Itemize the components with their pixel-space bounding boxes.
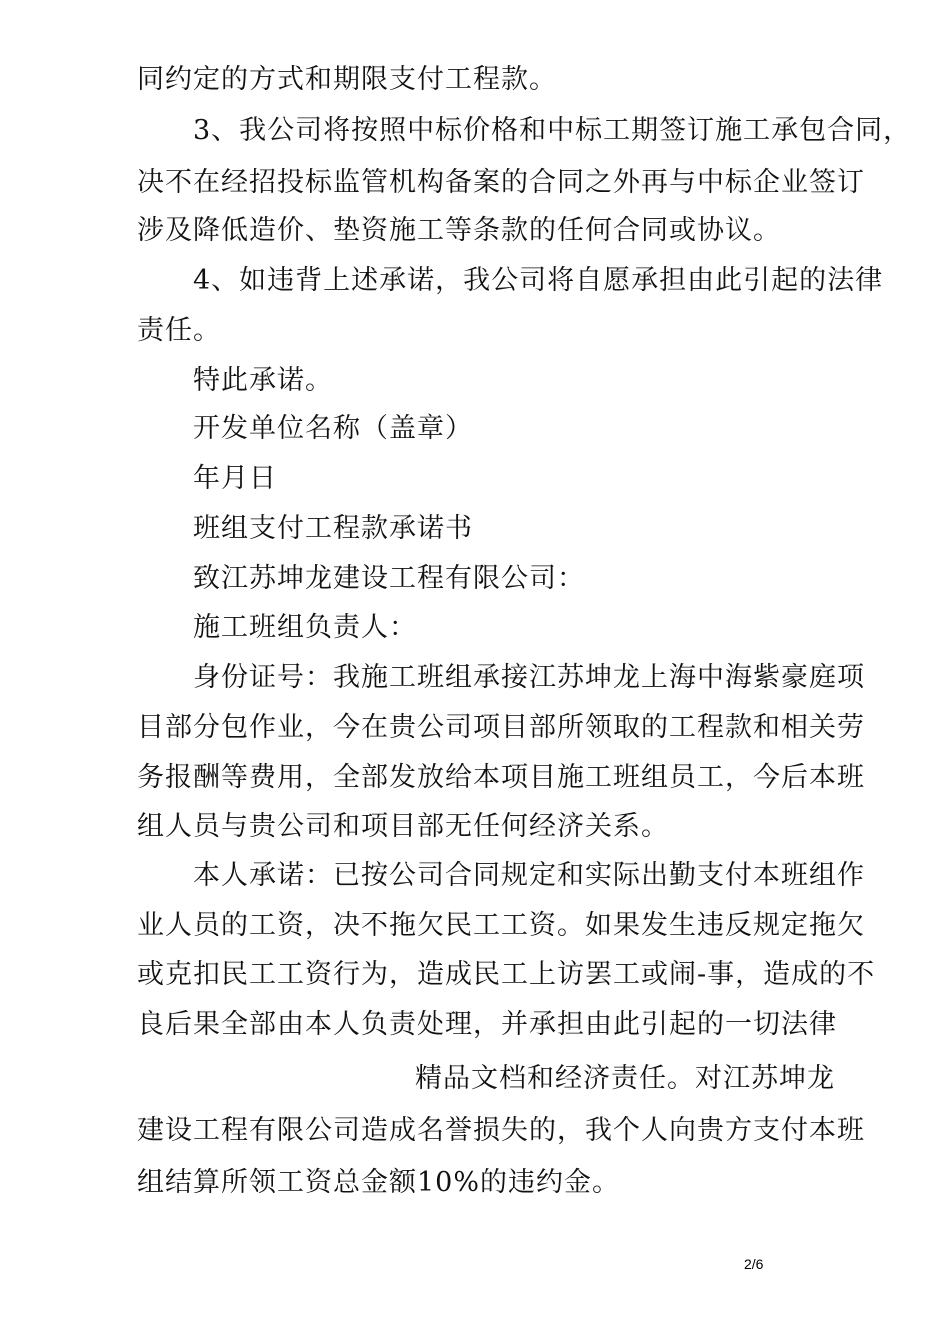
text-line: 目部分包作业，今在贵公司项目部所领取的工程款和相关劳 [137, 712, 865, 743]
text-line: 4、如违背上述承诺，我公司将自愿承担由此引起的法律 [193, 265, 884, 296]
text-line: 涉及降低造价、垫资施工等条款的任何合同或协议。 [137, 215, 781, 246]
text-line: 精品文档和经济责任。对江苏坤龙 [415, 1063, 835, 1094]
text-line: 班组支付工程款承诺书 [193, 513, 473, 544]
text-line: 建设工程有限公司造成名誉损失的，我个人向贵方支付本班 [137, 1115, 865, 1146]
text-line: 责任。 [137, 315, 221, 346]
text-line: 施工班组负责人： [193, 612, 417, 643]
text-line: 良后果全部由本人负责处理，并承担由此引起的一切法律 [137, 1009, 837, 1040]
text-line: 特此承诺。 [193, 365, 333, 396]
text-line: 年月日 [193, 463, 277, 494]
text-line: 组结算所领工资总金额10%的违约金。 [137, 1167, 621, 1198]
text-line: 业人员的工资，决不拖欠民工工资。如果发生违反规定拖欠 [137, 910, 865, 941]
text-line: 开发单位名称（盖章） [193, 413, 473, 444]
text-line: 致江苏坤龙建设工程有限公司： [193, 563, 585, 594]
text-line: 决不在经招投标监管机构备案的合同之外再与中标企业签订 [137, 167, 865, 198]
text-line: 身份证号：我施工班组承接江苏坤龙上海中海紫豪庭项 [193, 662, 865, 693]
text-line: 同约定的方式和期限支付工程款。 [137, 64, 557, 95]
text-line: 本人承诺：已按公司合同规定和实际出勤支付本班组作 [193, 860, 865, 891]
text-line: 务报酬等费用，全部发放给本项目施工班组员工，今后本班 [137, 762, 865, 793]
page-number: 2/6 [744, 1256, 764, 1272]
text-line: 组人员与贵公司和项目部无任何经济关系。 [137, 811, 669, 842]
text-line: 或克扣民工工资行为，造成民工上访罢工或闹-事，造成的不 [137, 959, 876, 990]
text-line: 3、我公司将按照中标价格和中标工期签订施工承包合同， [193, 115, 912, 146]
